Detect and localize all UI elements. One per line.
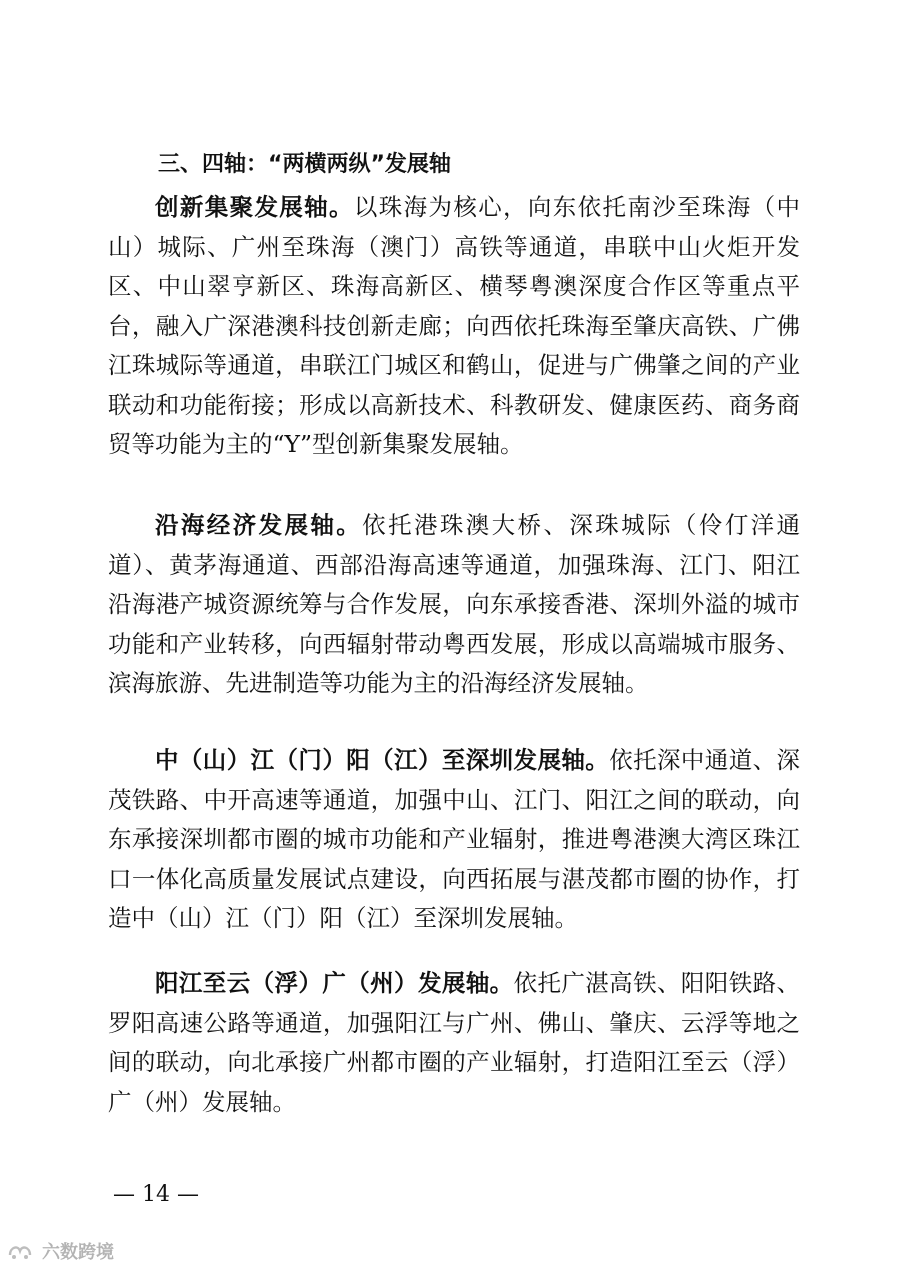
watermark-text: 六数跨境 bbox=[42, 1242, 114, 1263]
paragraph-lead: 阳江至云（浮）广（州）发展轴。 bbox=[155, 969, 514, 997]
paragraph-innovation-axis bbox=[108, 188, 800, 465]
paragraph-lead: 沿海经济发展轴。 bbox=[155, 511, 363, 539]
paragraph-yangjiang-yunguang-axis bbox=[108, 964, 800, 1122]
watermark bbox=[6, 1238, 114, 1264]
paragraph-body: 依托港珠澳大桥、深珠城际（伶仃洋通道）、黄茅海通道、西部沿海高速等通道，加强珠海、江门、阳江沿海港产城资源统筹与合作发展，向东承接香港、深圳外溢的城市功能和产业转移，向西辐射带动粤西发展，形成以高端城市服务、滨海旅游、先进制造等功能为主的沿海经济发展轴。 bbox=[108, 511, 801, 697]
paragraph-body: 以珠海为核心，向东依托南沙至珠海（中山）城际、广州至珠海（澳门）高铁等通道，串联中山火炬开发区、中山翠亨新区、珠海高新区、横琴粤澳深度合作区等重点平台，融入广深港澳科技创新走廊；向西依托珠海至肇庆高铁、广佛江珠城际等通道，串联江门城区和鹤山，促进与广佛肇之间的产业联动和功能衔接；形成以高新技术、科教研发、健康医药、商务商贸等功能为主的“Y”型创新集聚发展轴。 bbox=[108, 193, 801, 458]
paragraph-lead: 中（山）江（门）阳（江）至深圳发展轴。 bbox=[155, 746, 610, 774]
paragraph-coastal-axis bbox=[108, 506, 800, 704]
page-number: — 14 — bbox=[113, 1182, 199, 1207]
paragraph-body: 依托深中通道、深茂铁路、中开高速等通道，加强中山、江门、阳江之间的联动，向东承接深圳都市圈的城市功能和产业辐射，推进粤港澳大湾区珠江口一体化高质量发展试点建设，向西拓展与湛茂都市圈的协作，打造中（山）江（门）阳（江）至深圳发展轴。 bbox=[108, 746, 801, 932]
paragraph-body: 依托广湛高铁、阳阳铁路、罗阳高速公路等通道，加强阳江与广州、佛山、肇庆、云浮等地之间的联动，向北承接广州都市圈的产业辐射，打造阳江至云（浮）广（州）发展轴。 bbox=[108, 969, 801, 1116]
paragraph-zhong-jiang-yang-axis bbox=[108, 741, 800, 939]
watermark-logo-icon bbox=[6, 1241, 36, 1261]
section-heading: 三、四轴：“两横两纵”发展轴 bbox=[158, 152, 451, 177]
paragraph-lead: 创新集聚发展轴。 bbox=[155, 193, 354, 221]
